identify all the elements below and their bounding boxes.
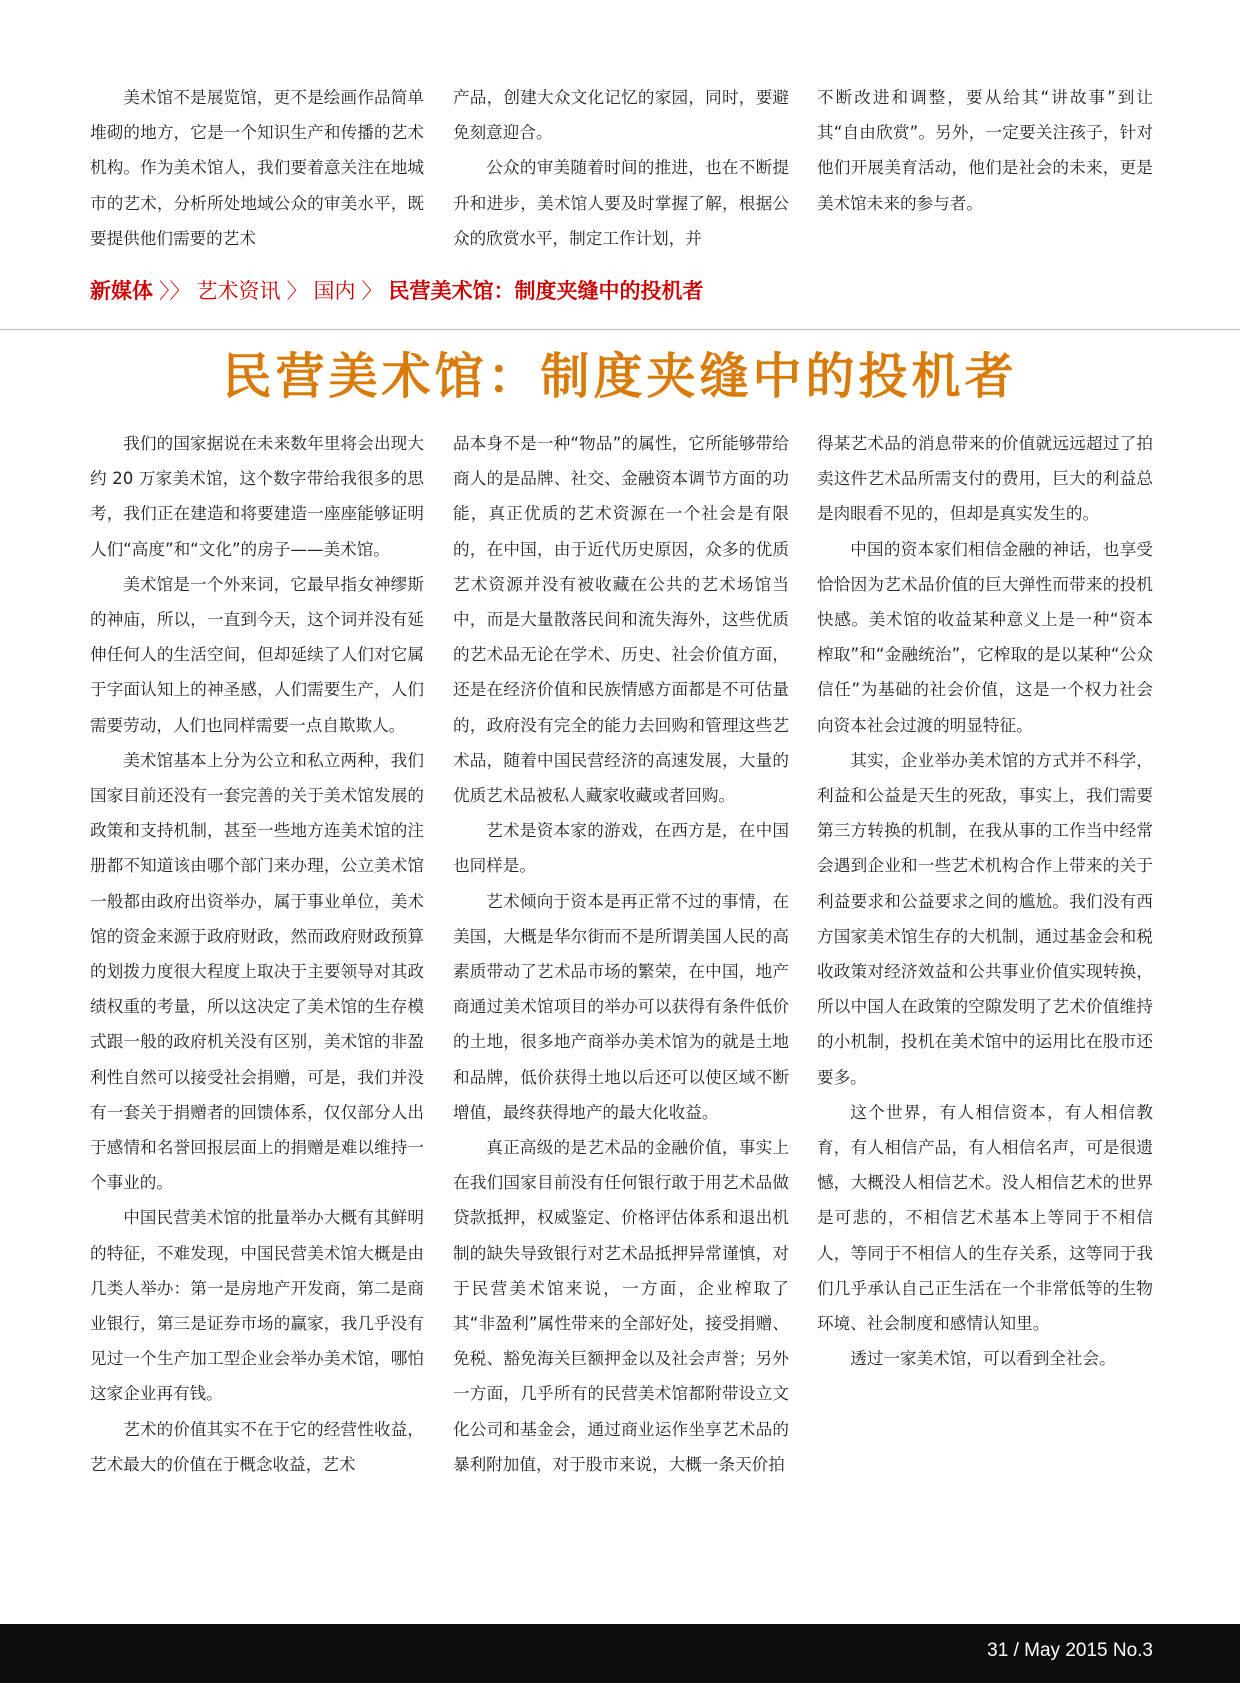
paragraph: 中国的资本家们相信金融的神话，也享受恰恰因为艺术品价值的巨大弹性而带来的投机快感。美术馆的收益某种意义上是一种“资本榨取”和“金融统治”，它榨取的是以某种“公众信任”为基础的社会价值，这是一个权力社会向资本社会过渡的明显特征。 bbox=[817, 539, 1153, 735]
breadcrumb-separator: 〉〉 bbox=[159, 279, 191, 303]
breadcrumb bbox=[90, 276, 704, 306]
paragraph: 公众的审美随着时间的推进，也在不断提升和进步，美术馆人要及时掌握了解，根据公众的欣赏水平，制定工作计划，并 bbox=[453, 158, 789, 248]
paragraph: 不断改进和调整，要从给其“讲故事”到让其“自由欣赏”。另外，一定要关注孩子，针对他们开展美育活动，他们是社会的未来，更是美术馆未来的参与者。 bbox=[817, 88, 1153, 213]
paragraph: 艺术倾向于资本是再正常不过的事情，在美国，大概是华尔街而不是所谓美国人民的高素质带动了艺术品市场的繁荣，在中国，地产商通过美术馆项目的举办可以获得有条件低价的土地，很多地产商举办美术馆为的就是土地和品牌，低价获得土地以后还可以使区域不断增值，最终获得地产的最大化收益。 bbox=[453, 891, 789, 1122]
breadcrumb-separator: 〉 bbox=[361, 279, 383, 303]
top-column-2 bbox=[453, 80, 789, 256]
paragraph: 这个世界，有人相信资本，有人相信教育，有人相信产品，有人相信名声，可是很遗憾，大概没人相信艺术。没人相信艺术的世界是可悲的，不相信艺术基本上等同于不相信人，等同于不相信人的生存关系，这等同于我们几乎承认自己正生活在一个非常低等的生物环境、社会制度和感情认知里。 bbox=[817, 1102, 1153, 1334]
breadcrumb-current: 民营美术馆：制度夹缝中的投机者 bbox=[388, 279, 704, 303]
paragraph: 透过一家美术馆，可以看到全社会。 bbox=[850, 1349, 1116, 1369]
paragraph: 得某艺术品的消息带来的价值就远远超过了拍卖这件艺术品所需支付的费用，巨大的利益总是肉眼看不见的，但却是真实发生的。 bbox=[817, 434, 1153, 524]
paragraph: 美术馆是一个外来词，它最早指女神缪斯的神庙，所以，一直到今天，这个词并没有延伸任何人的生活空间，但却延续了人们对它属于字面认知上的神圣感，人们需要生产，人们需要劳动，人们也同样需要一点自欺欺人。 bbox=[90, 574, 424, 735]
page-number: 31 / May 2015 No.3 bbox=[987, 1640, 1153, 1661]
paragraph: 我们的国家据说在未来数年里将会出现大约 20 万家美术馆，这个数字带给我很多的思考，我们正在建造和将要建造一座座能够证明人们“高度”和“文化”的房子——美术馆。 bbox=[90, 434, 424, 559]
paragraph: 其实，企业举办美术馆的方式并不科学，利益和公益是天生的死敌，事实上，我们需要第三方转换的机制，在我从事的工作当中经常会遇到企业和一些艺术机构合作上带来的关于利益要求和公益要求之间的尴尬。我们没有西方国家美术馆生存的大机制，通过基金会和税收政策对经济效益和公共事业价值实现转换，所以中国人在政策的空隙发明了艺术价值维持的小机制，投机在美术馆中的运用比在股市还要多。 bbox=[817, 750, 1153, 1087]
top-column-1 bbox=[90, 80, 424, 256]
paragraph: 产品，创建大众文化记忆的家园，同时，要避免刻意迎合。 bbox=[453, 88, 789, 143]
section-divider bbox=[0, 329, 1240, 330]
paragraph: 美术馆不是展览馆，更不是绘画作品简单堆砌的地方，它是一个知识生产和传播的艺术机构。作为美术馆人，我们要着意关注在地城市的艺术，分析所处地域公众的审美水平，既要提供他们需要的艺术 bbox=[90, 88, 424, 248]
breadcrumb-separator: 〉 bbox=[286, 279, 308, 303]
paragraph: 品本身不是一种“物品”的属性，它所能够带给商人的是品牌、社交、金融资本调节方面的功能，真正优质的艺术资源在一个社会是有限的，在中国，由于近代历史原因，众多的优质艺术资源并没有被收藏在公共的艺术场馆当中，而是大量散落民间和流失海外，这些优质的艺术品无论在学术、历史、社会价值方面，还是在经济价值和民族情感方面都是不可估量的，政府没有完全的能力去回购和管理这些艺术品，随着中国民营经济的高速发展，大量的优质艺术品被私人藏家收藏或者回购。 bbox=[453, 434, 789, 806]
article-column-1 bbox=[90, 426, 424, 1482]
article-column-3 bbox=[817, 426, 1153, 1376]
paragraph: 艺术是资本家的游戏，在西方是，在中国也同样是。 bbox=[453, 821, 789, 876]
paragraph: 中国民营美术馆的批量举办大概有其鲜明的特征，不难发现，中国民营美术馆大概是由几类人举办：第一是房地产开发商，第二是商业银行，第三是证券市场的赢家，我几乎没有见过一个生产加工型企业会举办美术馆，哪怕这家企业再有钱。 bbox=[90, 1208, 424, 1404]
breadcrumb-item-domestic[interactable]: 国内 bbox=[313, 279, 356, 303]
breadcrumb-item-art-news[interactable]: 艺术资讯 bbox=[196, 279, 281, 303]
article-column-2 bbox=[453, 426, 789, 1482]
paragraph: 美术馆基本上分为公立和私立两种，我们国家目前还没有一套完善的关于美术馆发展的政策和支持机制，甚至一些地方连美术馆的注册都不知道该由哪个部门来办理，公立美术馆一般都由政府出资举办，属于事业单位，美术馆的资金来源于政府财政，然而政府财政预算的划拨力度很大程度上取决于主要领导对其政绩权重的考量，所以这决定了美术馆的生存模式跟一般的政府机关没有区别，美术馆的非盈利性自然可以接受社会捐赠，可是，我们并没有一套关于捐赠者的回馈体系，仅仅部分人出于感情和名誉回报层面上的捐赠是难以维持一个事业的。 bbox=[90, 750, 424, 1193]
paragraph: 真正高级的是艺术品的金融价值，事实上在我们国家目前没有任何银行敢于用艺术品做贷款抵押，权威鉴定、价格评估体系和退出机制的缺失导致银行对艺术品抵押异常谨慎，对于民营美术馆来说，一方面，企业榨取了其“非盈利”属性带来的全部好处，接受捐赠、免税、豁免海关巨额押金以及社会声誉；另外一方面，几乎所有的民营美术馆都附带设立文化公司和基金会，通过商业运作坐享艺术品的暴利附加值，对于股市来说，大概一条天价拍 bbox=[453, 1138, 789, 1474]
article-title: 民营美术馆：制度夹缝中的投机者 bbox=[222, 348, 1018, 405]
top-column-3 bbox=[817, 80, 1153, 221]
paragraph: 艺术的价值其实不在于它的经营性收益，艺术最大的价值在于概念收益，艺术 bbox=[90, 1419, 424, 1474]
breadcrumb-root[interactable]: 新媒体 bbox=[90, 279, 153, 303]
